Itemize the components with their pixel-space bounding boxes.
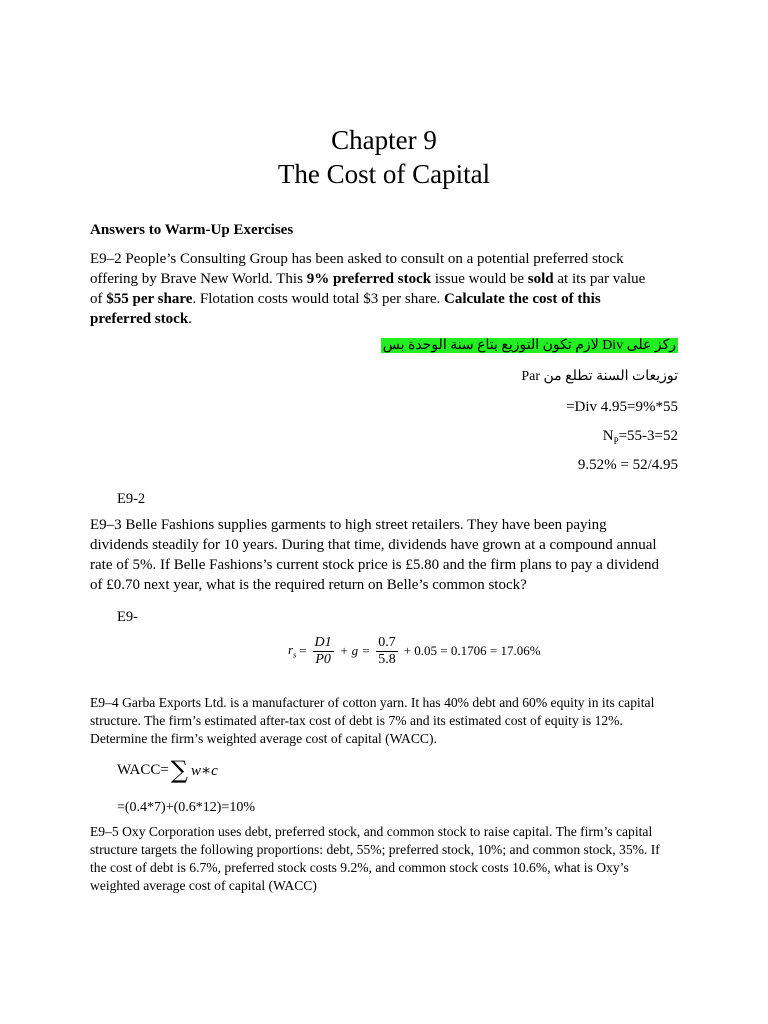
np-symbol: N <box>602 428 614 444</box>
fraction-d1-p0 <box>313 635 334 668</box>
exercise-e9-3-text: E9–3 Belle Fashions supplies garments to high street retailers. They have been paying dividends steadily for 10 years. During that time, dividends have grown at a compound annual rate of 5%. If Belle Fashions’s current stock price is £5.80 and the firm plans to pay a dividend of £0.70 next year, what is the required return on Belle’s common stock? <box>90 517 660 593</box>
np-subscript: P <box>613 436 619 446</box>
bold-run: Calculate the cost of this preferred stock <box>90 291 601 327</box>
bold-run: 9% preferred stock <box>306 271 432 287</box>
wacc-formula <box>117 756 218 784</box>
arabic-note: توزيعات السنة تطلع من Par <box>521 369 678 384</box>
denominator: P0 <box>315 651 331 667</box>
calc-result: 9.52% = 52/4.95 <box>577 457 678 473</box>
fraction-values <box>376 635 398 668</box>
bold-run: sold <box>527 271 554 287</box>
formula-result: + 0.05 = 0.1706 = 17.06% <box>403 643 541 658</box>
formula-lhs <box>288 642 296 660</box>
label-e9: E9- <box>117 609 138 625</box>
calc-dividend: =Div 4.95=9%*55 <box>566 399 678 415</box>
text-run: . <box>188 311 192 327</box>
r-subscript: s <box>293 650 297 660</box>
equals-sign: = <box>299 643 307 658</box>
denominator: 5.8 <box>378 651 396 667</box>
exercise-e9-5-text: E9–5 Oxy Corporation uses debt, preferred stock, and common stock to raise capital. The firm’s capital structure targets the following proportions: debt, 55%; preferred stock, 10%; and common stock, 35%. If the cost of debt is 6.7%, preferred stock costs 9.2%, and common stock costs 10.6%, what is Oxy’s weighted average cost of capital (WACC) <box>90 824 660 893</box>
arabic-note-highlighted <box>381 337 678 354</box>
chapter-subtitle: The Cost of Capital <box>277 159 491 189</box>
text-run: . Flotation costs would total $3 per share. <box>192 291 445 307</box>
highlight: ركز على Div لازم تكون التوزيع بتاع سنة الوحدة بس <box>382 338 676 353</box>
section-heading: Answers to Warm-Up Exercises <box>90 222 294 238</box>
wacc-result: =(0.4*7)+(0.6*12)=10% <box>117 800 255 815</box>
r-symbol: r <box>288 642 294 658</box>
text-run: issue would be <box>431 271 528 287</box>
label-e9-2: E9-2 <box>117 491 146 507</box>
exercise-e9-4-text: E9–4 Garba Exports Ltd. is a manufacturer of cotton yarn. It has 40% debt and 60% equity in its capital structure. The firm’s estimated after-tax cost of debt is 7% and its estimated cost of equity is 12%. Determine the firm’s weighted average cost of capital (WACC). <box>90 695 655 746</box>
sigma-symbol: ∑ <box>170 756 188 784</box>
wacc-expression: w∗c <box>190 762 218 779</box>
np-value: =55-3=52 <box>618 428 678 444</box>
numerator: 0.7 <box>378 634 396 650</box>
wacc-label: WACC= <box>117 761 169 778</box>
exercise-e9-2-text <box>90 249 660 329</box>
bold-run: $55 per share <box>106 291 193 307</box>
chapter-title: Chapter 9 <box>331 125 437 155</box>
calc-net-proceeds <box>603 428 678 446</box>
required-return-formula <box>288 627 541 675</box>
plus-g: + g = <box>339 643 371 658</box>
text-run: E9–2 People’s Consulting Group has been asked to consult on a potential preferred stock offering by Brave New World. This <box>90 251 624 287</box>
numerator: D1 <box>314 634 332 650</box>
text-run: at its par value of <box>90 271 646 307</box>
